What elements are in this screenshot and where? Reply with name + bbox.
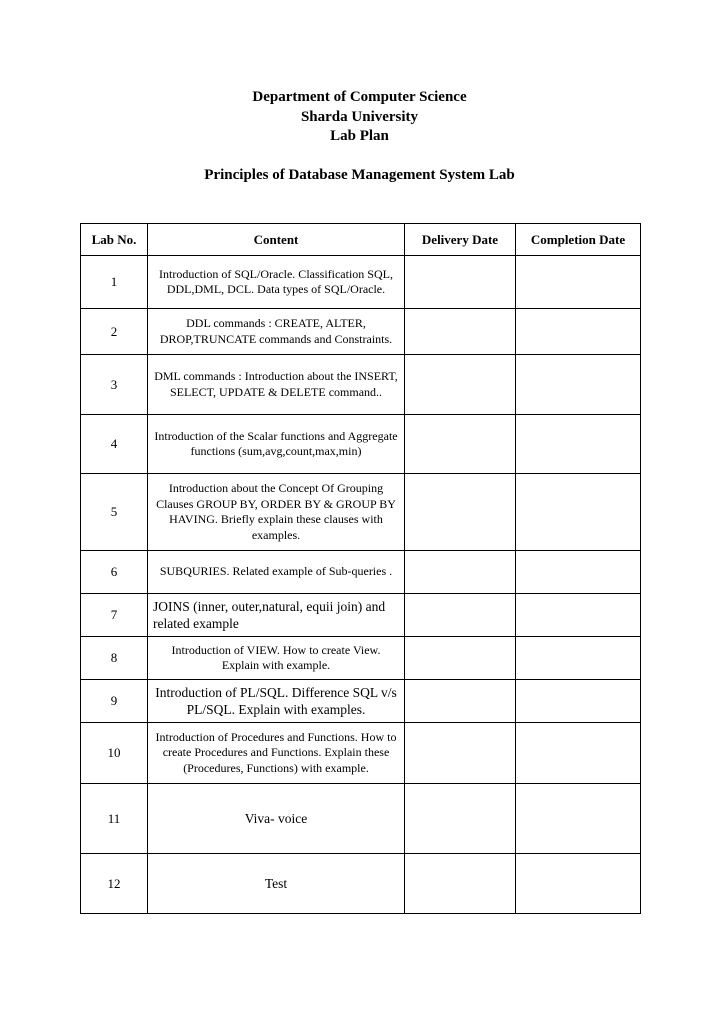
table-row bbox=[81, 680, 641, 723]
completion-date-cell bbox=[516, 723, 641, 784]
completion-date-cell bbox=[516, 256, 641, 309]
lab-content: Introduction of VIEW. How to create View. Explain with example. bbox=[148, 637, 405, 680]
completion-date-cell bbox=[516, 309, 641, 355]
delivery-date-cell bbox=[405, 474, 516, 551]
completion-date-cell bbox=[516, 415, 641, 474]
lab-content: Introduction of PL/SQL. Difference SQL v/s PL/SQL. Explain with examples. bbox=[148, 680, 405, 723]
lab-number: 10 bbox=[81, 723, 148, 784]
lab-content: DML commands : Introduction about the INSERT, SELECT, UPDATE & DELETE command.. bbox=[148, 355, 405, 415]
lab-number: 8 bbox=[81, 637, 148, 680]
completion-date-cell bbox=[516, 355, 641, 415]
table-row bbox=[81, 594, 641, 637]
lab-content: Introduction about the Concept Of Grouping Clauses GROUP BY, ORDER BY & GROUP BY HAVING. Briefly explain these clauses with examples. bbox=[148, 474, 405, 551]
document-title: Lab Plan bbox=[330, 128, 389, 144]
lab-content: JOINS (inner, outer,natural, equii join) and related example bbox=[148, 594, 405, 637]
lab-content: Test bbox=[148, 854, 405, 914]
lab-content: Viva- voice bbox=[148, 784, 405, 854]
completion-date-cell bbox=[516, 551, 641, 594]
delivery-date-cell bbox=[405, 415, 516, 474]
lab-number: 5 bbox=[81, 474, 148, 551]
table-row bbox=[81, 256, 641, 309]
column-header-delivery-date: Delivery Date bbox=[405, 224, 516, 256]
table-row bbox=[81, 637, 641, 680]
lab-content: Introduction of SQL/Oracle. Classification SQL, DDL,DML, DCL. Data types of SQL/Oracle. bbox=[148, 256, 405, 309]
delivery-date-cell bbox=[405, 594, 516, 637]
delivery-date-cell bbox=[405, 680, 516, 723]
completion-date-cell bbox=[516, 474, 641, 551]
table-row bbox=[81, 355, 641, 415]
table-header-row bbox=[81, 224, 641, 256]
delivery-date-cell bbox=[405, 256, 516, 309]
lab-content: Introduction of Procedures and Functions. How to create Procedures and Functions. Explain these (Procedures, Functions) with example. bbox=[148, 723, 405, 784]
lab-number: 1 bbox=[81, 256, 148, 309]
lab-number: 9 bbox=[81, 680, 148, 723]
lab-number: 7 bbox=[81, 594, 148, 637]
delivery-date-cell bbox=[405, 723, 516, 784]
lab-number: 3 bbox=[81, 355, 148, 415]
table-row bbox=[81, 309, 641, 355]
table-row bbox=[81, 551, 641, 594]
delivery-date-cell bbox=[405, 637, 516, 680]
column-header-content: Content bbox=[148, 224, 405, 256]
lab-number: 4 bbox=[81, 415, 148, 474]
completion-date-cell bbox=[516, 784, 641, 854]
lab-number: 11 bbox=[81, 784, 148, 854]
lab-content: SUBQURIES. Related example of Sub-queries . bbox=[148, 551, 405, 594]
delivery-date-cell bbox=[405, 355, 516, 415]
column-header-completion-date: Completion Date bbox=[516, 224, 641, 256]
lab-content: DDL commands : CREATE, ALTER, DROP,TRUNCATE commands and Constraints. bbox=[148, 309, 405, 355]
delivery-date-cell bbox=[405, 854, 516, 914]
table-row bbox=[81, 723, 641, 784]
table-row bbox=[81, 784, 641, 854]
completion-date-cell bbox=[516, 637, 641, 680]
delivery-date-cell bbox=[405, 551, 516, 594]
table-row bbox=[81, 854, 641, 914]
lab-plan-table bbox=[80, 223, 641, 914]
lab-number: 6 bbox=[81, 551, 148, 594]
delivery-date-cell bbox=[405, 784, 516, 854]
lab-number: 12 bbox=[81, 854, 148, 914]
university-heading: Sharda University bbox=[300, 109, 419, 125]
table-row bbox=[81, 415, 641, 474]
lab-number: 2 bbox=[81, 309, 148, 355]
completion-date-cell bbox=[516, 594, 641, 637]
completion-date-cell bbox=[516, 680, 641, 723]
column-header-lab-no: Lab No. bbox=[81, 224, 148, 256]
delivery-date-cell bbox=[405, 309, 516, 355]
completion-date-cell bbox=[516, 854, 641, 914]
table-row bbox=[81, 474, 641, 551]
department-heading: Department of Computer Science bbox=[252, 89, 467, 105]
course-title: Principles of Database Management System Lab bbox=[204, 167, 515, 183]
lab-content: Introduction of the Scalar functions and Aggregate functions (sum,avg,count,max,min) bbox=[148, 415, 405, 474]
